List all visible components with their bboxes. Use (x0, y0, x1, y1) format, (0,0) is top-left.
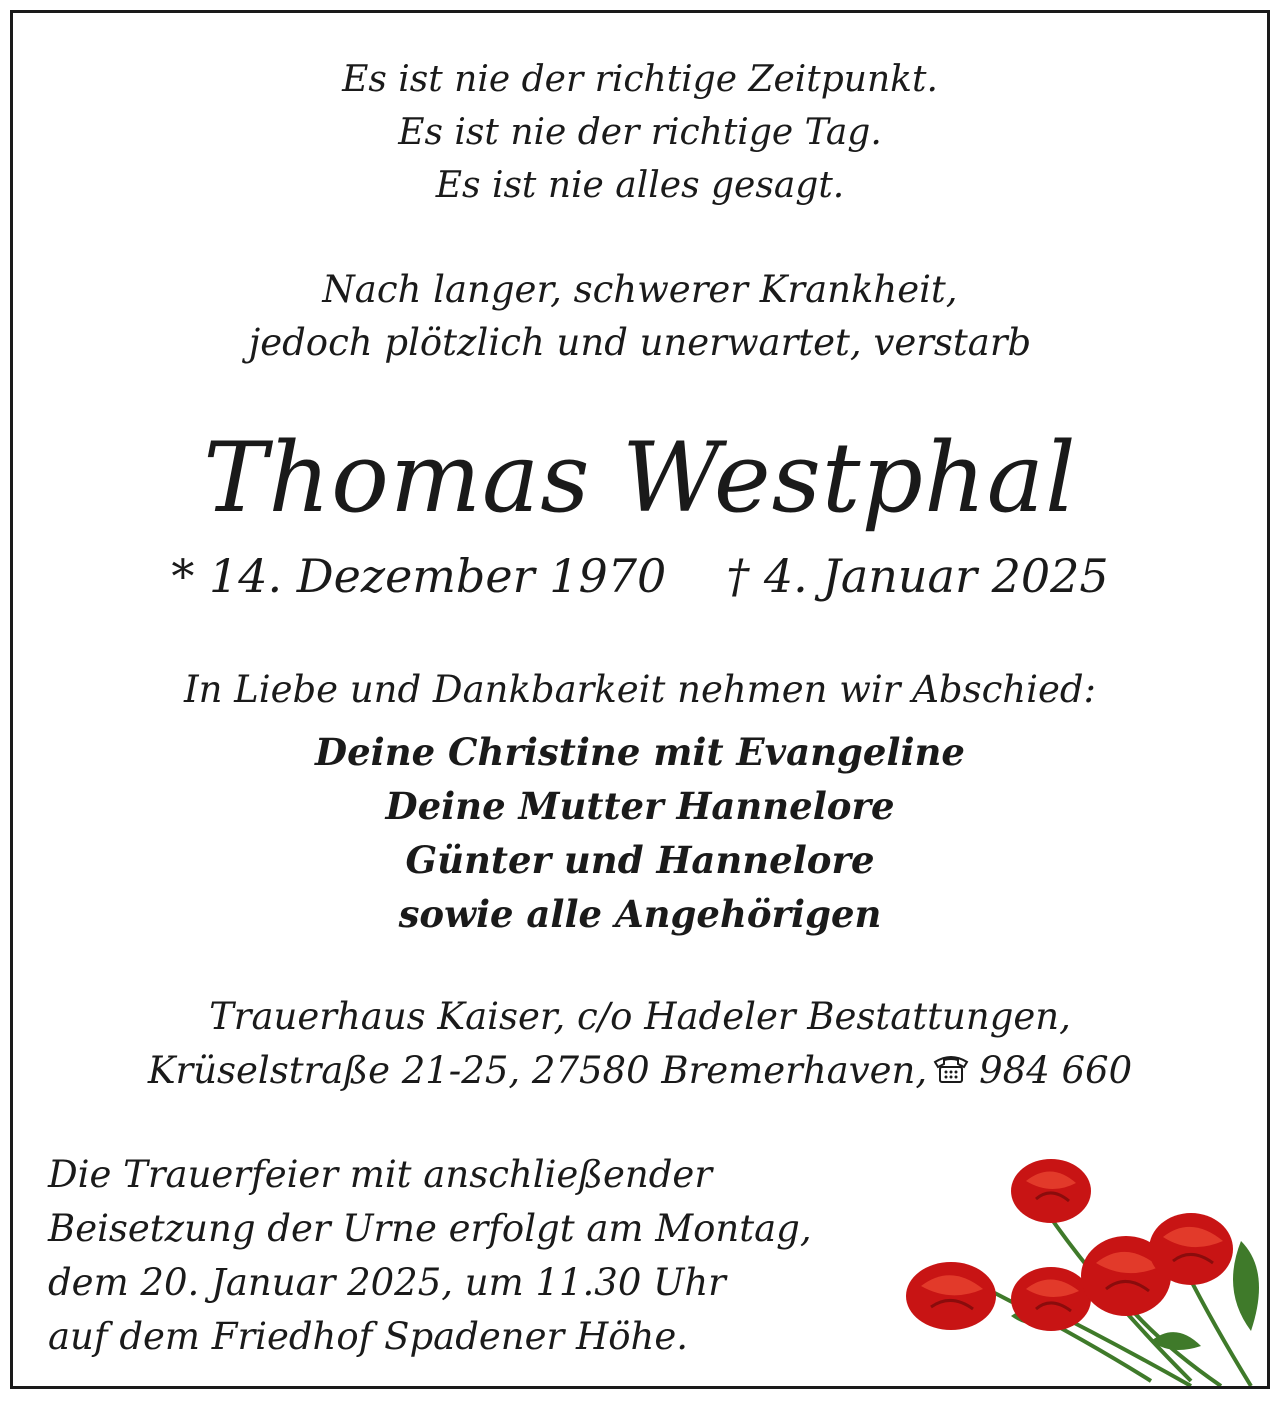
service-line: dem 20. Januar 2025, um 11.30 Uhr (48, 1261, 726, 1304)
service-details (48, 1148, 908, 1364)
verse-line: Es ist nie der richtige Tag. (398, 112, 882, 153)
mourner: Deine Christine mit Evangeline (315, 730, 965, 774)
mourner: Günter und Hannelore (405, 838, 875, 882)
roses-illustration (891, 1141, 1267, 1386)
verse-line: Es ist nie der richtige Zeitpunkt. (342, 59, 938, 100)
deceased-name: Thomas Westphal (203, 422, 1077, 534)
mourners-list (13, 725, 1267, 941)
life-dates (13, 546, 1267, 606)
rose-bloom (906, 1262, 996, 1330)
intro-text (13, 263, 1267, 369)
intro-line: Nach langer, schwerer Krankheit, (322, 268, 958, 311)
birth-date: * 14. Dezember 1970 (171, 549, 667, 603)
funeral-home-name: Trauerhaus Kaiser, c/o Hadeler Bestattungen, (209, 995, 1071, 1038)
mourner: sowie alle Angehörigen (398, 892, 882, 936)
rose-bloom (1011, 1267, 1091, 1331)
service-line: auf dem Friedhof Spadener Höhe. (48, 1315, 688, 1358)
verse-line: Es ist nie alles gesagt. (435, 165, 845, 206)
service-line: Beisetzung der Urne erfolgt am Montag, (48, 1207, 812, 1250)
service-line: Die Trauerfeier mit anschließender (48, 1153, 713, 1196)
farewell-line: In Liebe und Dankbarkeit nehmen wir Abschied: (183, 668, 1097, 711)
intro-line: jedoch plötzlich und unerwartet, verstarb (248, 321, 1032, 364)
funeral-home-address: Krüselstraße 21-25, 27580 Bremerhaven, (147, 1049, 928, 1092)
telephone-icon (931, 1047, 971, 1101)
verse (13, 53, 1267, 212)
funeral-home-address-line (13, 1044, 1267, 1101)
mourner: Deine Mutter Hannelore (385, 784, 895, 828)
death-date: † 4. Januar 2025 (726, 549, 1109, 603)
phone-number: 984 660 (979, 1049, 1133, 1092)
funeral-home (13, 990, 1267, 1101)
obituary-frame (10, 10, 1270, 1389)
rose-bloom (1149, 1213, 1233, 1285)
rose-bloom (1011, 1159, 1091, 1223)
